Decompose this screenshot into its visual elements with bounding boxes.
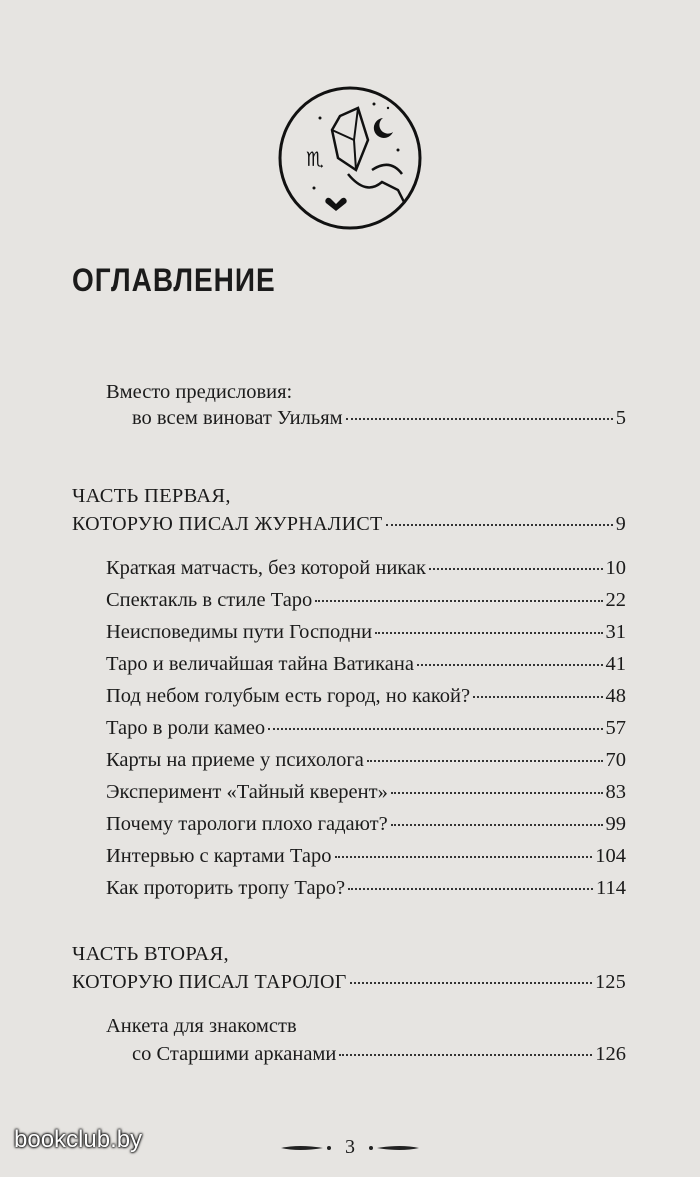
page-number: 126	[595, 1043, 626, 1065]
toc-entry-chapter[interactable]	[132, 1042, 626, 1066]
page-number: 57	[605, 717, 626, 739]
page-number: 99	[605, 813, 626, 835]
dot-leader	[339, 1054, 592, 1056]
toc-entry-chapter[interactable]	[106, 652, 626, 676]
dot-leader	[386, 524, 613, 526]
dot-leader	[391, 792, 603, 794]
toc-entry-chapter[interactable]	[106, 620, 626, 644]
chapter-title: Краткая матчасть, без которой никак	[106, 557, 426, 579]
page-number: 22	[605, 589, 626, 611]
page-number: 5	[615, 407, 626, 429]
toc-entry-chapter[interactable]	[106, 588, 626, 612]
page-number: 10	[605, 557, 626, 579]
page-number: 41	[605, 653, 626, 675]
dot-leader	[429, 568, 603, 570]
chapter-title: Карты на приеме у психолога	[106, 749, 364, 771]
toc-entry-chapter[interactable]	[106, 748, 626, 772]
toc-entry-preface[interactable]	[132, 406, 626, 430]
svg-text:♏: ♏	[306, 147, 324, 171]
page-number: 9	[615, 513, 626, 535]
toc-entry-part1[interactable]	[72, 512, 626, 536]
preface-line2: во всем виноват Уильям	[132, 407, 343, 429]
part1-line2: КОТОРУЮ ПИСАЛ ЖУРНАЛИСТ	[72, 513, 383, 535]
chapter-title: Под небом голубым есть город, но какой?	[106, 685, 471, 707]
dot-leader	[335, 856, 593, 858]
preface-line1: Вместо предисловия:	[106, 381, 293, 403]
chapter-title: Неисповедимы пути Господни	[106, 621, 373, 643]
dot-leader	[391, 824, 603, 826]
dot-leader	[473, 696, 602, 698]
toc-heading: ОГЛАВЛЕНИЕ	[72, 262, 276, 298]
part2-line2: КОТОРУЮ ПИСАЛ ТАРОЛОГ	[72, 971, 347, 993]
toc-entry-part2[interactable]	[72, 970, 626, 994]
toc-entry-chapter[interactable]	[106, 556, 626, 580]
chapter-title: Почему тарологи плохо гадают?	[106, 813, 388, 835]
dot-leader	[417, 664, 603, 666]
toc-entry-chapter[interactable]	[106, 780, 626, 804]
dot-leader	[367, 760, 603, 762]
chapter-title: Таро в роли камео	[106, 717, 266, 739]
crystal-moon-emblem-icon	[270, 78, 430, 238]
toc-entry-chapter[interactable]	[106, 876, 626, 900]
part2-chapter-line1: Анкета для знакомств	[106, 1015, 297, 1037]
dot-leader	[375, 632, 602, 634]
dot-leader	[315, 600, 602, 602]
left-flourish-icon	[279, 1143, 335, 1153]
page-number-footer: 3	[345, 1136, 355, 1158]
chapter-title: Интервью с картами Таро	[106, 845, 332, 867]
chapter-title: Спектакль в стиле Таро	[106, 589, 313, 611]
part2-line1: ЧАСТЬ ВТОРАЯ,	[72, 943, 229, 965]
page-number: 104	[595, 845, 626, 867]
chapter-title: Эксперимент «Тайный кверент»	[106, 781, 388, 803]
toc-entry-chapter[interactable]	[106, 684, 626, 708]
page-number: 114	[596, 877, 626, 899]
dot-leader	[346, 418, 613, 420]
toc-entry-chapter[interactable]	[106, 716, 626, 740]
page-number: 31	[605, 621, 626, 643]
toc-entry-chapter[interactable]	[106, 844, 626, 868]
page-number: 83	[605, 781, 626, 803]
chapter-title: Таро и величайшая тайна Ватикана	[106, 653, 414, 675]
page-number: 70	[605, 749, 626, 771]
dot-leader	[268, 728, 602, 730]
dot-leader	[350, 982, 592, 984]
chapter-title: Как проторить тропу Таро?	[106, 877, 346, 899]
watermark: bookclub.by	[14, 1126, 143, 1153]
page-number: 48	[605, 685, 626, 707]
part2-chapter-line2: со Старшими арканами	[132, 1043, 337, 1065]
dot-leader	[348, 888, 593, 890]
toc-entry-chapter[interactable]	[106, 812, 626, 836]
part1-line1: ЧАСТЬ ПЕРВАЯ,	[72, 485, 231, 507]
right-flourish-icon	[365, 1143, 421, 1153]
page-number: 125	[595, 971, 626, 993]
